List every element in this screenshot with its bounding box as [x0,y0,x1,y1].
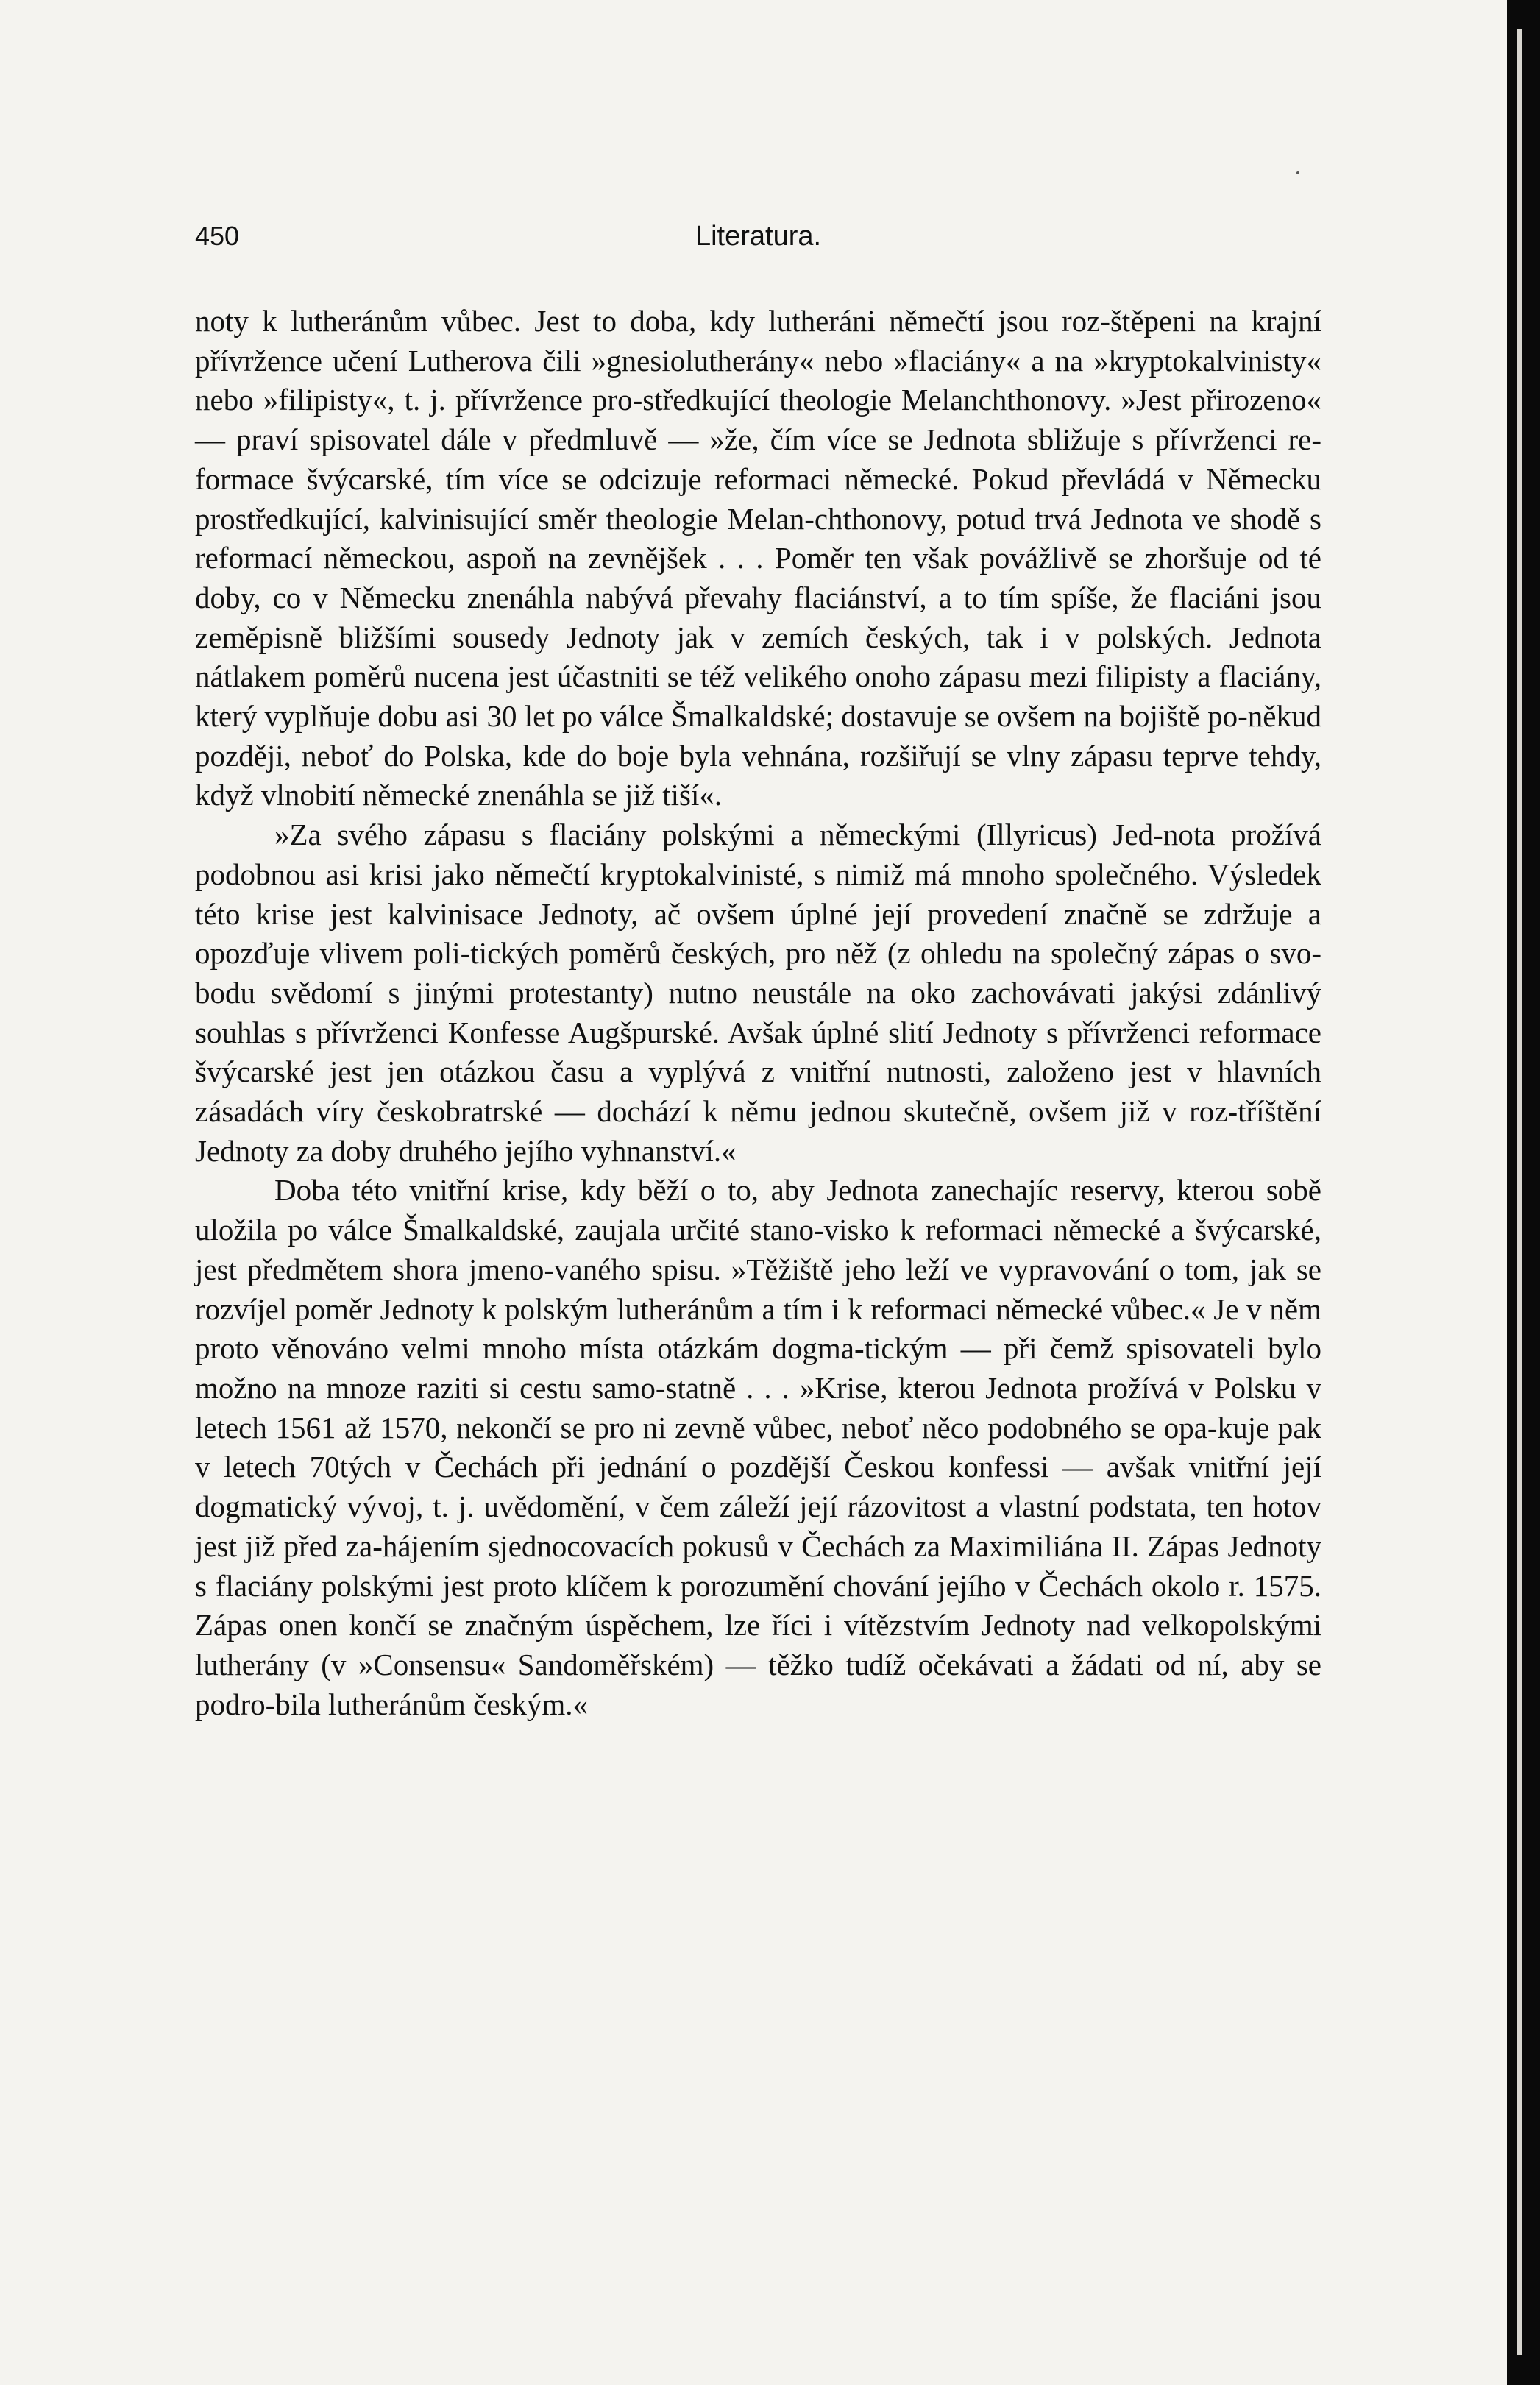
body-text [195,302,1321,1724]
paragraph-3: Doba této vnitřní krise, kdy běží o to, aby Jednota zanechajíc reservy, kterou sobě uložila po válce Šmalkaldské, zaujala určité stano-visko k reformaci německé a švýcarské, jest předmětem shora jmeno-vaného spisu. »Těžiště jeho leží ve vypravování o tom, jak se rozvíjel poměr Jednoty k polským lutheránům a tím i k reformaci německé vůbec.« Je v něm proto věnováno velmi mnoho místa otázkám dogma-tickým — při čemž spisovateli bylo možno na mnoze raziti si cestu samo-statně . . . »Krise, kterou Jednota prožívá v Polsku v letech 1561 až 1570, nekončí se pro ni zevně vůbec, neboť něco podobného se opa-kuje pak v letech 70tých v Čechách při jednání o pozdější Českou konfessi — avšak vnitřní její dogmatický vývoj, t. j. uvědomění, v čem záleží její rázovitost a vlastní podstata, ten hotov jest již před za-hájením sjednocovacích pokusů v Čechách za Maximiliána II. Zápas Jednoty s flaciány polskými jest proto klíčem k porozumění chování jejího v Čechách okolo r. 1575. Zápas onen končí se značným úspěchem, lze říci i vítězstvím Jednoty nad velkopolskými lutherány (v »Consensu« Sandoměřském) — těžko tudíž očekávati a žádati od ní, aby se podro-bila lutheránům českým.« [195,1173,1321,1721]
page-header [195,221,1321,265]
scan-edge [1507,0,1540,2385]
page-number: 450 [195,221,240,251]
scan-edge-line [1517,29,1522,2355]
paragraph-1: noty k lutheránům vůbec. Jest to doba, kdy lutheráni němečtí jsou roz-štěpeni na krajní přívržence učení Lutherova čili »gnesiolutherány« nebo »flaciány« a na »kryptokalvinisty« nebo »filipisty«, t. j. přívržence pro-středkující theologie Melanchthonovy. »Jest přirozeno« — praví spisovatel dále v předmluvě — »že, čím více se Jednota sbližuje s přívrženci re-formace švýcarské, tím více se odcizuje reformaci německé. Pokud převládá v Německu prostředkující, kalvinisující směr theologie Melan-chthonovy, potud trvá Jednota ve shodě s reformací německou, aspoň na zevnějšek . . . Poměr ten však povážlivě se zhoršuje od té doby, co v Německu znenáhla nabývá převahy flaciánství, a to tím spíše, že flaciáni jsou zeměpisně bližšími sousedy Jednoty jak v zemích českých, tak i v polských. Jednota nátlakem poměrů nucena jest účastniti se též velikého onoho zápasu mezi filipisty a flaciány, který vyplňuje dobu asi 30 let po válce Šmalkaldské; dostavuje se ovšem na bojiště po-někud později, neboť do Polska, kde do boje byla vehnána, rozšiřují se vlny zápasu teprve tehdy, když vlnobití německé znenáhla se již tiší«. [195,304,1321,812]
paper-speck [1296,171,1299,174]
running-head-title: Literatura. [695,221,822,252]
paragraph-2: »Za svého zápasu s flaciány polskými a německými (Illyricus) Jed-nota prožívá podobnou asi krisi jako němečtí kryptokalvinisté, s nimiž má mnoho společného. Výsledek této krise jest kalvinisace Jednoty, ač ovšem úplné její provedení značně se zdržuje a opozďuje vlivem poli-tických poměrů českých, pro něž (z ohledu na společný zápas o svo-bodu svědomí s jinými protestanty) nutno neustále na oko zachovávati jakýsi zdánlivý souhlas s přívrženci Konfesse Augšpurské. Avšak úplné slití Jednoty s přívrženci reformace švýcarské jest jen otázkou času a vyplývá z vnitřní nutnosti, založeno jest v hlavních zásadách víry českobratrské — dochází k němu jednou skutečně, ovšem již v roz-tříštění Jednoty za doby druhého jejího vyhnanství.« [195,818,1321,1168]
